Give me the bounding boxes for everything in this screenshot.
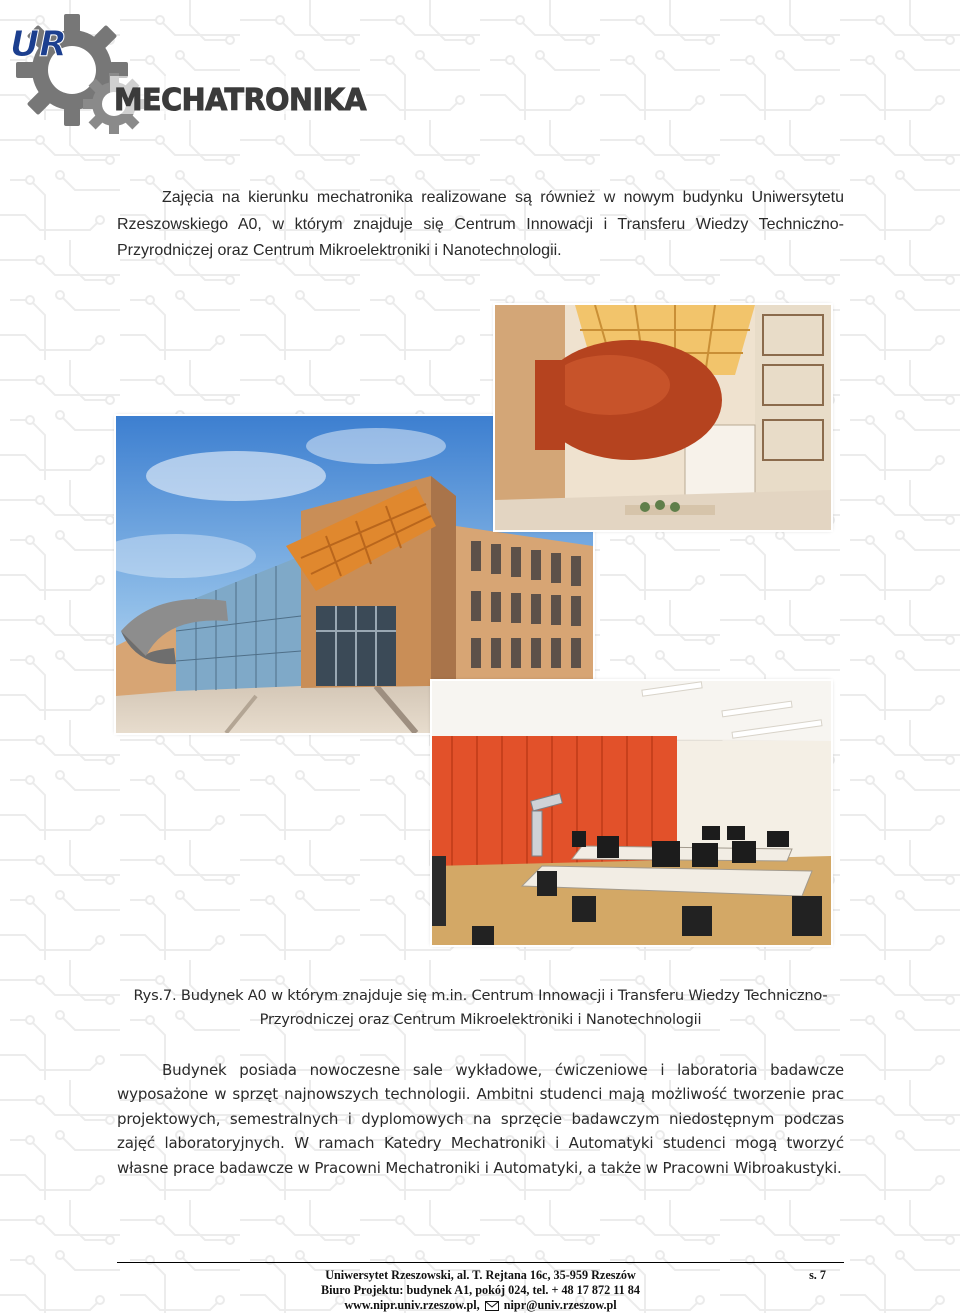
caption-line-1: Rys.7. Budynek A0 w którym znajduje się m.in. Centrum Innowacji i Transferu Wiedzy Techniczno- <box>133 987 828 1004</box>
footer <box>117 1268 844 1313</box>
caption-line-2: Przyrodniczej oraz Centrum Mikroelektroniki i Nanotechnologii <box>259 1011 702 1028</box>
footer-contact <box>117 1298 844 1313</box>
mechatronika-logo <box>6 12 372 134</box>
logo-ur-lettering: UR <box>10 24 67 65</box>
body-paragraph: Budynek posiada nowoczesne sale wykładowe, ćwiczeniowe i laboratoria badawcze wyposażone w sprzęt najnowszych technologii. Ambitni studenci mają możliwość tworzenie prac projektowych, semestralnych i dyplomowych na sprzęcie badawczym niedostępnym podczas zajęć laboratoryjnych. W ramach Katedry Mechatroniki i Automatyki studenci mogą tworzyć własne prace badawcze w Pracowni Mechatroniki i Automatyki, a także w Pracowni Wibroakustyki. <box>117 1061 844 1177</box>
footer-email-link[interactable]: nipr@univ.rzeszow.pl <box>503 1298 617 1312</box>
logo-wordmark: MECHATRONIKA <box>114 83 368 118</box>
envelope-icon <box>485 1301 499 1311</box>
photo-atrium-interior <box>495 305 831 530</box>
footer-website-link[interactable]: www.nipr.univ.rzeszow.pl, <box>344 1298 480 1312</box>
intro-paragraph: Zajęcia na kierunku mechatronika realizowane są również w nowym budynku Uniwersytetu Rzeszowskiego A0, w którym znajduje się Centrum Innowacji i Transferu Wiedzy Techniczno-Przyrodniczej oraz Centrum Mikroelektroniki i Nanotechnologii. <box>117 189 844 259</box>
footer-address: Uniwersytet Rzeszowski, al. T. Rejtana 16c, 35-959 Rzeszów <box>325 1268 636 1282</box>
photo-laboratory <box>432 681 831 945</box>
figure-caption <box>117 984 844 1032</box>
page-number: s. 7 <box>809 1268 826 1282</box>
footer-office: Biuro Projektu: budynek A1, pokój 024, tel. + 48 17 872 11 84 <box>320 1283 640 1297</box>
footer-divider <box>117 1262 844 1263</box>
